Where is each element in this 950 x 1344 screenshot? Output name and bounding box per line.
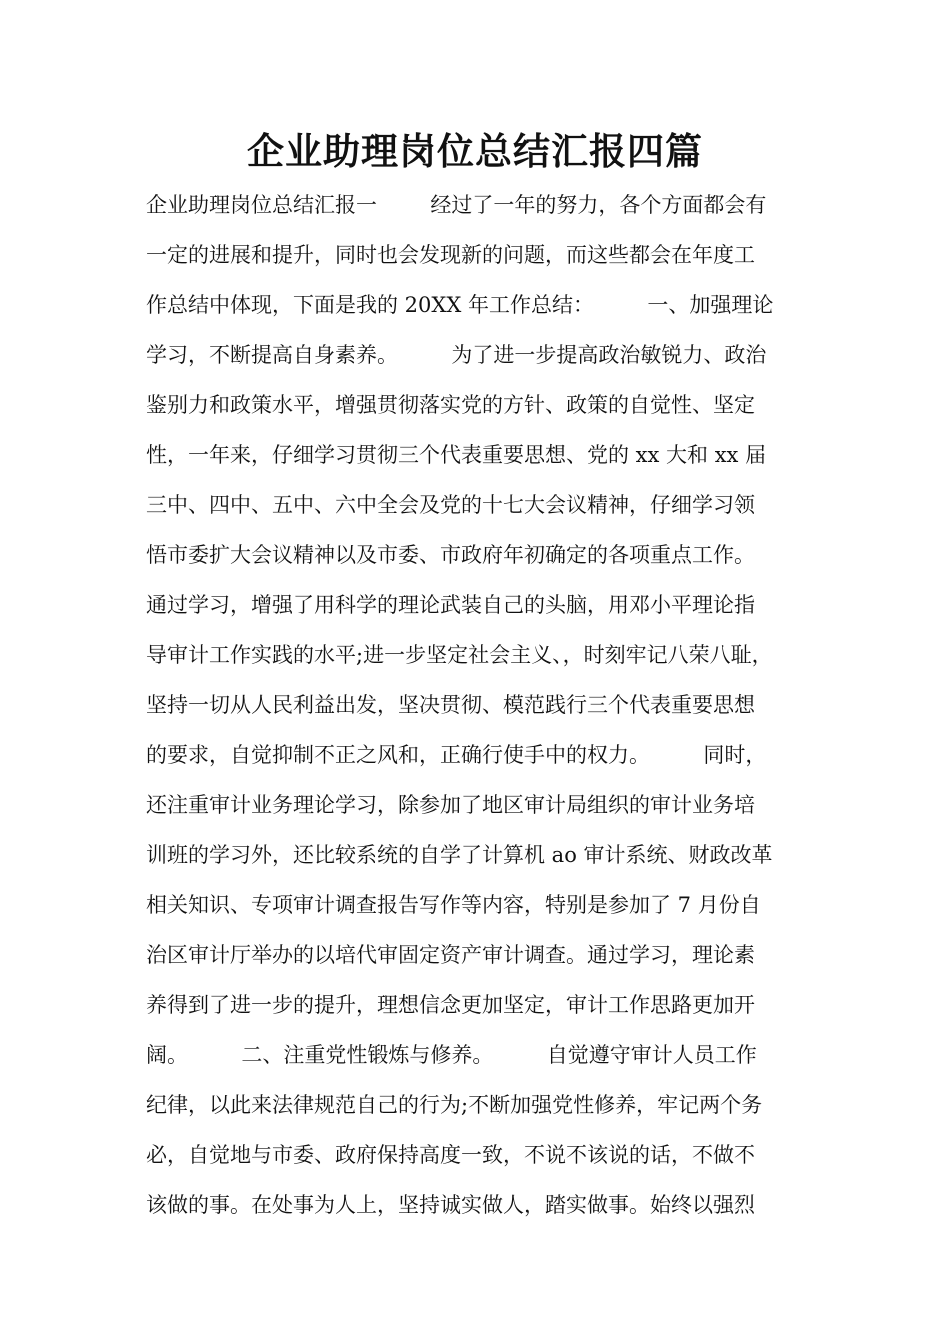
body-line: 相关知识、专项审计调查报告写作等内容，特别是参加了 7 月份自: [146, 893, 761, 917]
body-line: 鉴别力和政策水平，增强贯彻落实党的方针、政策的自觉性、坚定: [146, 393, 755, 417]
body-line: 学习，不断提高自身素养。 为了进一步提高政治敏锐力、政治: [146, 343, 767, 367]
body-line: 的要求，自觉抑制不正之风和，正确行使手中的权力。 同时，: [146, 743, 767, 767]
body-line: 悟市委扩大会议精神以及市委、市政府年初确定的各项重点工作。: [146, 543, 755, 567]
body-line: 训班的学习外，还比较系统的自学了计算机 ao 审计系统、财政改革: [146, 843, 773, 867]
body-line: 三中、四中、五中、六中全会及党的十七大会议精神，仔细学习领: [146, 493, 755, 517]
body-line: 纪律，以此来法律规范自己的行为;不断加强党性修养，牢记两个务: [146, 1093, 763, 1117]
body-line: 必，自觉地与市委、政府保持高度一致，不说不该说的话，不做不: [146, 1143, 755, 1167]
body-line: 养得到了进一步的提升，理想信念更加坚定，审计工作思路更加开: [146, 993, 755, 1017]
body-line: 作总结中体现，下面是我的 20XX 年工作总结： 一、加强理论: [146, 293, 774, 317]
body-line: 坚持一切从人民利益出发，坚决贯彻、模范践行三个代表重要思想: [146, 693, 755, 717]
body-line: 性，一年来，仔细学习贯彻三个代表重要思想、党的 xx 大和 xx 届: [146, 443, 767, 467]
body-line: 该做的事。在处事为人上，坚持诚实做人，踏实做事。始终以强烈: [146, 1193, 755, 1217]
body-line: 还注重审计业务理论学习，除参加了地区审计局组织的审计业务培: [146, 793, 755, 817]
document-body: [146, 180, 816, 1230]
body-line: 阔。 二、注重党性锻炼与修养。 自觉遵守审计人员工作: [146, 1043, 757, 1067]
body-line: 治区审计厅举办的以培代审固定资产审计调查。通过学习，理论素: [146, 943, 755, 967]
body-line: 通过学习，增强了用科学的理论武装自己的头脑，用邓小平理论指: [146, 593, 755, 617]
body-line: 一定的进展和提升，同时也会发现新的问题，而这些都会在年度工: [146, 243, 755, 267]
document-title: 企业助理岗位总结汇报四篇: [247, 130, 703, 173]
body-line: 导审计工作实践的水平;进一步坚定社会主义、，时刻牢记八荣八耻，: [146, 643, 773, 667]
body-line: 企业助理岗位总结汇报一 经过了一年的努力，各个方面都会有: [146, 193, 767, 217]
